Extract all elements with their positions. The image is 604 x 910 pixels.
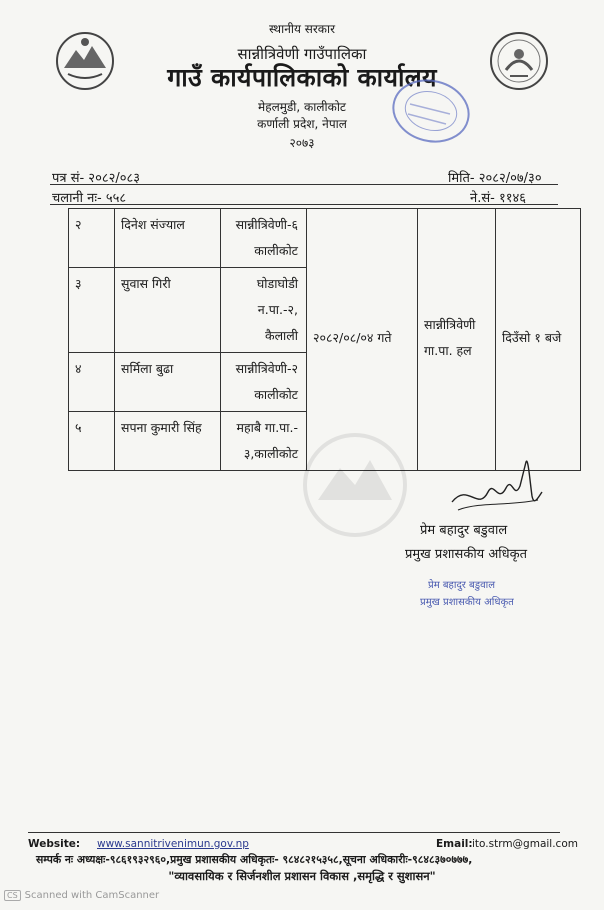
nepal-sambat-date: ने.सं- ११४६ [470, 191, 526, 206]
website-link[interactable]: www.sannitrivenimun.gov.np [97, 838, 249, 850]
participant-address: सान्नीत्रिवेणी-२ कालीकोट [221, 353, 307, 412]
office-stamp-icon [388, 74, 474, 148]
stamp-signatory-title: प्रमुख प्रशासकीय अधिकृत [420, 597, 514, 608]
address-line-3: २०७३ [289, 136, 315, 150]
dispatch-number: चलानी नः- ५५८ [52, 191, 127, 206]
slogan: "व्यावसायिक र सिर्जनशील प्रशासन विकास ,समृद्धि र सुशासन" [168, 869, 436, 883]
address-line-2: कर्णाली प्रदेश, नेपाल [257, 117, 347, 131]
letter-date: मिति- २०८२/०७/३० [448, 171, 542, 186]
handwritten-signature-icon [448, 452, 544, 520]
website-label: Website: [28, 838, 81, 850]
address-line-1: मेहलमुडी, कालीकोट [258, 100, 346, 114]
local-government-label: स्थानीय सरकार [269, 22, 335, 36]
serial-number: ५ [69, 412, 115, 471]
camscanner-icon: CS [4, 890, 21, 901]
serial-number: २ [69, 209, 115, 268]
watermark-emblem-icon [300, 430, 410, 540]
participant-name: दिनेश संज्याल [115, 209, 221, 268]
email-address: ito.strm@gmail.com [472, 838, 578, 850]
divider [50, 204, 558, 205]
email-label: Email: [436, 838, 473, 850]
participant-address: महाबै गा.पा.- ३,कालीकोट [221, 412, 307, 471]
signatory-name: प्रेम बहादुर बडुवाल [420, 523, 508, 538]
footer-divider [28, 832, 560, 833]
contact-numbers: सम्पर्क नः अध्यक्षः-९८६१९३२९६०,प्रमुख प्रशासकीय अधिकृतः- ९८४८२१५३५८,सूचना अधिकारीः-९८४८३७०७७७, [36, 853, 473, 866]
meeting-date-cell: २०८२/०८/०४ गते [307, 209, 418, 471]
participant-name: सुवास गिरी [115, 268, 221, 353]
participant-name: सपना कुमारी सिंह [115, 412, 221, 471]
municipality-name: सान्नीत्रिवेणी गाउँपालिका [237, 45, 367, 63]
participant-name: सर्मिला बुढा [115, 353, 221, 412]
serial-number: ४ [69, 353, 115, 412]
participant-address: घोडाघोडी न.पा.-२, कैलाली [221, 268, 307, 353]
meeting-venue-cell: सान्नीत्रिवेणी गा.पा. हल [418, 209, 496, 471]
office-title: गाउँ कार्यपालिकाको कार्यालय [167, 63, 437, 92]
divider [50, 184, 558, 185]
reference-number: पत्र सं- २०८२/०८३ [52, 171, 141, 186]
signatory-title: प्रमुख प्रशासकीय अधिकृत [405, 547, 528, 562]
table-row [69, 209, 581, 268]
meeting-time-cell: दिउँसो १ बजे [496, 209, 581, 471]
participant-address: सान्नीत्रिवेणी-६ कालीकोट [221, 209, 307, 268]
scanner-text: Scanned with CamScanner [24, 890, 160, 901]
serial-number: ३ [69, 268, 115, 353]
scanner-watermark [4, 890, 159, 901]
stamp-signatory-name: प्रेम बहादुर बडुवाल [428, 580, 496, 591]
